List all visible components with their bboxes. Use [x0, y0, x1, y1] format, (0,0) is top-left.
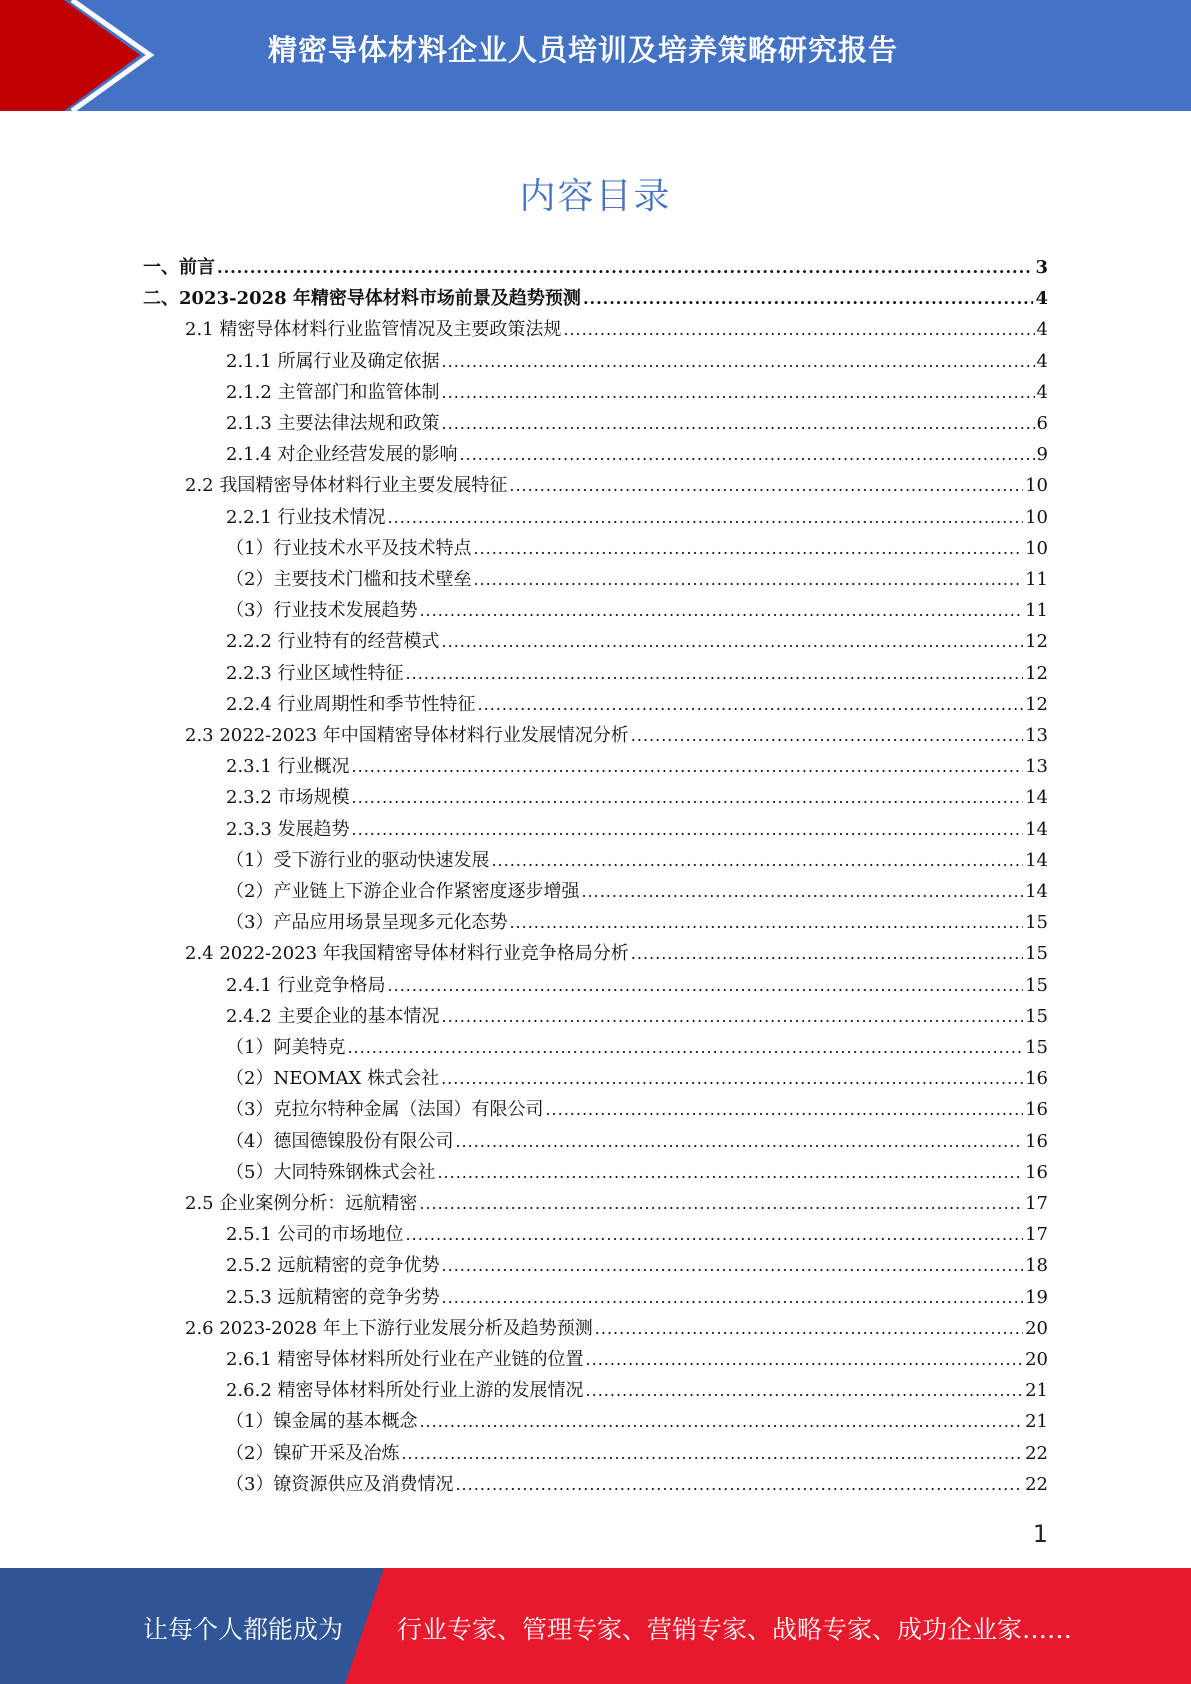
- toc-entry[interactable]: [185, 1189, 1048, 1219]
- toc-entry[interactable]: [226, 877, 1048, 907]
- toc-entry-title: 2.1.2 主管部门和监管体制: [226, 382, 440, 403]
- toc-heading: 内容目录: [519, 176, 672, 217]
- toc-entry[interactable]: [226, 347, 1048, 377]
- toc-entry-page: 20: [1025, 1349, 1048, 1370]
- toc-entry[interactable]: [185, 1314, 1048, 1344]
- toc-entry-title: （1）阿美特克: [226, 1037, 346, 1058]
- toc-leader-dots: [563, 315, 1034, 345]
- toc-entry-title: 2.2.1 行业技术情况: [226, 507, 386, 528]
- toc-entry-page: 22: [1025, 1474, 1048, 1495]
- toc-entry[interactable]: [226, 1283, 1048, 1313]
- toc-entry-title: 2.4.1 行业竞争格局: [226, 975, 386, 996]
- toc-entry-page: 4: [1036, 351, 1048, 372]
- toc-leader-dots: [442, 627, 1024, 657]
- toc-leader-dots: [401, 1439, 1023, 1469]
- toc-entry-page: 10: [1025, 475, 1048, 496]
- toc-leader-dots: [442, 347, 1035, 377]
- toc-entry[interactable]: [226, 440, 1048, 470]
- toc-entry-title: 一、前言: [143, 257, 215, 278]
- toc-leader-dots: [460, 440, 1035, 470]
- toc-leader-dots: [388, 503, 1024, 533]
- toc-entry[interactable]: [226, 378, 1048, 408]
- toc-leader-dots: [437, 1158, 1023, 1188]
- toc-leader-dots: [442, 378, 1035, 408]
- toc-leader-dots: [442, 1251, 1024, 1281]
- toc-entry[interactable]: [185, 315, 1048, 345]
- page-footer: [0, 1568, 1191, 1684]
- toc-entry[interactable]: [226, 1251, 1048, 1281]
- toc-entry[interactable]: [226, 627, 1048, 657]
- toc-entry[interactable]: [226, 1002, 1048, 1032]
- toc-entry-title: 2.5 企业案例分析：远航精密: [185, 1193, 418, 1214]
- toc-entry[interactable]: [226, 1158, 1048, 1188]
- toc-entry-page: 4: [1035, 288, 1048, 309]
- toc-leader-dots: [491, 846, 1023, 876]
- report-title: 精密导体材料企业人员培训及培养策略研究报告: [268, 33, 899, 67]
- toc-leader-dots: [441, 1064, 1023, 1094]
- toc-leader-dots: [347, 1033, 1023, 1063]
- toc-leader-dots: [631, 721, 1023, 751]
- toc-entry[interactable]: [185, 721, 1048, 751]
- toc-entry-page: 4: [1036, 382, 1048, 403]
- toc-entry-page: 9: [1036, 444, 1048, 465]
- toc-entry-title: 2.5.3 远航精密的竞争劣势: [226, 1287, 440, 1308]
- toc-entry-page: 17: [1025, 1224, 1048, 1245]
- toc-entry-page: 15: [1025, 912, 1048, 933]
- toc-entry-page: 18: [1025, 1255, 1048, 1276]
- toc-entry-title: 二、2023-2028 年精密导体材料市场前景及趋势预测: [143, 288, 581, 309]
- toc-entry-page: 16: [1025, 1068, 1048, 1089]
- toc-entry-title: 2.6.2 精密导体材料所处行业上游的发展情况: [226, 1380, 584, 1401]
- toc-entry-page: 15: [1025, 943, 1048, 964]
- toc-leader-dots: [419, 1189, 1023, 1219]
- toc-leader-dots: [455, 1127, 1023, 1157]
- toc-leader-dots: [442, 1283, 1024, 1313]
- toc-entry[interactable]: [226, 659, 1048, 689]
- toc-leader-dots: [509, 908, 1023, 938]
- toc-entry-title: （1）镍金属的基本概念: [226, 1411, 418, 1432]
- toc-leader-dots: [631, 939, 1023, 969]
- toc-entry-page: 14: [1025, 881, 1048, 902]
- toc-entry-title: 2.4 2022-2023 年我国精密导体材料行业竞争格局分析: [185, 943, 629, 964]
- toc-entry-title: 2.1.3 主要法律法规和政策: [226, 413, 440, 434]
- toc-entry-title: 2.4.2 主要企业的基本情况: [226, 1006, 440, 1027]
- toc-entry-title: （2）产业链上下游企业合作紧密度逐步增强: [226, 881, 580, 902]
- toc-entry[interactable]: [226, 1376, 1048, 1406]
- toc-entry-title: 2.3.1 行业概况: [226, 756, 350, 777]
- toc-entry-page: 14: [1025, 819, 1048, 840]
- toc-entry-title: （4）德国德镍股份有限公司: [226, 1131, 454, 1152]
- toc-leader-dots: [473, 565, 1023, 595]
- toc-entry-page: 14: [1025, 850, 1048, 871]
- toc-entry-title: （2）主要技术门槛和技术壁垒: [226, 569, 472, 590]
- toc-entry-page: 4: [1036, 319, 1048, 340]
- toc-leader-dots: [217, 253, 1033, 283]
- toc-entry-title: 2.2 我国精密导体材料行业主要发展特征: [185, 475, 508, 496]
- toc-entry-page: 13: [1025, 756, 1048, 777]
- toc-leader-dots: [586, 1345, 1024, 1375]
- toc-entry-title: （5）大同特殊钢株式会社: [226, 1162, 436, 1183]
- page-header: [0, 0, 1191, 111]
- toc-leader-dots: [545, 1095, 1023, 1125]
- toc-entry-title: （1）行业技术水平及技术特点: [226, 538, 472, 559]
- toc-entry-page: 3: [1035, 257, 1048, 278]
- toc-entry[interactable]: [226, 690, 1048, 720]
- toc-entry-title: （3）行业技术发展趋势: [226, 600, 418, 621]
- toc-entry-page: 15: [1025, 975, 1048, 996]
- toc-entry-page: 15: [1025, 1037, 1048, 1058]
- toc-entry-page: 6: [1036, 413, 1048, 434]
- toc-entry-title: （1）受下游行业的驱动快速发展: [226, 850, 490, 871]
- toc-entry[interactable]: [143, 253, 1048, 283]
- toc-entry[interactable]: [226, 1407, 1048, 1437]
- toc-entry[interactable]: [226, 908, 1048, 938]
- toc-entry-page: 11: [1025, 569, 1048, 590]
- toc-entry-page: 12: [1025, 663, 1048, 684]
- toc-entry[interactable]: [226, 1470, 1048, 1500]
- toc-leader-dots: [583, 284, 1034, 314]
- toc-entry[interactable]: [226, 1033, 1048, 1063]
- toc-entry[interactable]: [226, 783, 1048, 813]
- toc-entry-title: 2.2.2 行业特有的经营模式: [226, 631, 440, 652]
- toc-leader-dots: [586, 1376, 1024, 1406]
- toc-entry-title: 2.1.4 对企业经营发展的影响: [226, 444, 458, 465]
- toc-entry-page: 12: [1025, 694, 1048, 715]
- toc-entry-title: 2.5.1 公司的市场地位: [226, 1224, 404, 1245]
- toc-entry[interactable]: [226, 1220, 1048, 1250]
- toc-entry-page: 15: [1025, 1006, 1048, 1027]
- toc-entry-page: 16: [1025, 1131, 1048, 1152]
- toc-entry-page: 17: [1025, 1193, 1048, 1214]
- toc-entry-page: 21: [1025, 1411, 1048, 1432]
- toc-leader-dots: [442, 409, 1035, 439]
- toc-entry-title: （3）产品应用场景呈现多元化态势: [226, 912, 508, 933]
- toc-entry-page: 22: [1025, 1443, 1048, 1464]
- toc-entry[interactable]: [226, 1127, 1048, 1157]
- toc-leader-dots: [581, 877, 1023, 907]
- toc-leader-dots: [406, 659, 1024, 689]
- toc-leader-dots: [442, 1002, 1024, 1032]
- footer-slogan-left: 让每个人都能成为: [143, 1615, 344, 1644]
- toc-leader-dots: [388, 971, 1024, 1001]
- toc-leader-dots: [352, 783, 1024, 813]
- toc-entry[interactable]: [185, 471, 1048, 501]
- toc-entry-title: （3）克拉尔特种金属（法国）有限公司: [226, 1099, 544, 1120]
- toc-entry[interactable]: [226, 752, 1048, 782]
- toc-entry-page: 16: [1025, 1099, 1048, 1120]
- toc-entry[interactable]: [226, 534, 1048, 564]
- toc-entry-title: 2.3 2022-2023 年中国精密导体材料行业发展情况分析: [185, 725, 629, 746]
- toc-entry-title: （3）镣资源供应及消费情况: [226, 1474, 454, 1495]
- toc-entry-title: （2）NEOMAX 株式会社: [226, 1068, 440, 1089]
- toc-entry[interactable]: [226, 596, 1048, 626]
- toc-entry-title: 2.3.2 市场规模: [226, 787, 350, 808]
- toc-leader-dots: [406, 1220, 1024, 1250]
- toc-entry-title: 2.1.1 所属行业及确定依据: [226, 351, 440, 372]
- toc-entry-title: 2.3.3 发展趋势: [226, 819, 350, 840]
- toc-entry-title: 2.1 精密导体材料行业监管情况及主要政策法规: [185, 319, 562, 340]
- page-number: 1: [1032, 1520, 1048, 1548]
- toc-leader-dots: [473, 534, 1023, 564]
- toc-leader-dots: [595, 1314, 1023, 1344]
- toc-entry-title: 2.2.4 行业周期性和季节性特征: [226, 694, 476, 715]
- toc-leader-dots: [352, 752, 1024, 782]
- toc-entry[interactable]: [143, 284, 1048, 314]
- toc-entry-page: 20: [1025, 1318, 1048, 1339]
- toc-entry-title: 2.6.1 精密导体材料所处行业在产业链的位置: [226, 1349, 584, 1370]
- toc-leader-dots: [419, 1407, 1023, 1437]
- toc-entry[interactable]: [226, 815, 1048, 845]
- toc-entry[interactable]: [226, 1064, 1048, 1094]
- toc-entry[interactable]: [226, 1095, 1048, 1125]
- toc-entry-page: 10: [1025, 507, 1048, 528]
- toc-entry-page: 21: [1025, 1380, 1048, 1401]
- toc-entry-title: 2.6 2023-2028 年上下游行业发展分析及趋势预测: [185, 1318, 593, 1339]
- toc-entry-page: 12: [1025, 631, 1048, 652]
- toc-entry-page: 13: [1025, 725, 1048, 746]
- toc-entry[interactable]: [226, 565, 1048, 595]
- footer-slogan-right: 行业专家、管理专家、营销专家、战略专家、成功企业家……: [397, 1615, 1073, 1644]
- toc-entry[interactable]: [226, 971, 1048, 1001]
- toc-entry-page: 11: [1025, 600, 1048, 621]
- toc-entry-page: 10: [1025, 538, 1048, 559]
- toc-entry-title: （2）镍矿开采及冶炼: [226, 1443, 400, 1464]
- toc-leader-dots: [478, 690, 1024, 720]
- toc-leader-dots: [455, 1470, 1023, 1500]
- toc-leader-dots: [352, 815, 1024, 845]
- toc-entry-page: 14: [1025, 787, 1048, 808]
- toc-leader-dots: [509, 471, 1023, 501]
- toc-entry[interactable]: [226, 1345, 1048, 1375]
- toc-entry-title: 2.5.2 远航精密的竞争优势: [226, 1255, 440, 1276]
- toc-entry-title: 2.2.3 行业区域性特征: [226, 663, 404, 684]
- toc-entry[interactable]: [226, 846, 1048, 876]
- toc-entry[interactable]: [226, 1439, 1048, 1469]
- toc-leader-dots: [419, 596, 1023, 626]
- toc-entry[interactable]: [226, 409, 1048, 439]
- toc-entry-page: 16: [1025, 1162, 1048, 1183]
- toc-entry[interactable]: [226, 503, 1048, 533]
- toc-entry[interactable]: [185, 939, 1048, 969]
- toc-entry-page: 19: [1025, 1287, 1048, 1308]
